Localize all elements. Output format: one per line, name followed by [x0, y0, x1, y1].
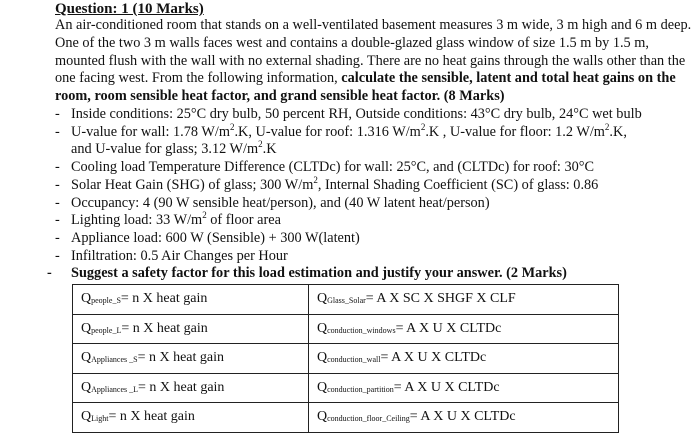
given-data-list [47, 106, 695, 283]
formula-symbol: Q [317, 379, 328, 395]
formula-symbol: Q [317, 320, 328, 336]
bullet-text: and U-value for glass; 3.12 W/m [71, 141, 259, 158]
bullet-solar-heat-gain [55, 177, 695, 195]
formula-expression: = n X heat gain [121, 320, 208, 336]
formula-subscript: people_L [91, 325, 122, 335]
superscript: 2 [229, 121, 235, 132]
bullet-text: of floor area [206, 212, 281, 229]
formula-symbol: Q [81, 409, 92, 425]
formula-expression: = A X U X CLTDc [393, 379, 500, 395]
bullet-dash: - [55, 229, 60, 246]
formula-cell [309, 285, 619, 315]
bullet-dash: - [55, 123, 60, 140]
bullet-dash: - [55, 247, 60, 264]
formula-cell [73, 344, 309, 374]
bullet-dash: - [55, 212, 60, 229]
bullet-text: Appliance load: 600 W (Sensible) + 300 W(latent) [71, 229, 360, 246]
bullet-dash: - [55, 106, 60, 122]
table-row [73, 314, 619, 344]
formula-expression: = A X U X CLTDc [380, 350, 487, 366]
formula-cell [309, 373, 619, 403]
formula-expression: = n X heat gain [137, 350, 224, 366]
bullet-text: Suggest a safety factor for this load estimation and justify your answer. (2 Marks) [71, 265, 567, 282]
superscript: 2 [202, 210, 207, 221]
table-row [73, 373, 619, 403]
bullet-dash: - [55, 159, 60, 176]
bullet-lighting-load [55, 212, 695, 230]
formula-expression: = n X heat gain [138, 379, 225, 395]
bullet-text: .K , U-value for floor: 1.2 W/m [425, 123, 605, 140]
formula-cell [73, 403, 309, 433]
bullet-text: .K [262, 141, 277, 158]
table-row [73, 344, 619, 374]
superscript: 2 [313, 175, 318, 186]
bullet-text: Inside conditions: 25°C dry bulb, 50 percent RH, Outside conditions: 43°C dry bulb, 24°C wet bulb [71, 106, 642, 122]
heat-gain-formula-table [72, 284, 619, 433]
bullet-appliance-load [55, 230, 695, 248]
bullet-safety-factor [47, 265, 695, 283]
formula-symbol: Q [81, 291, 92, 307]
bullet-text: Solar Heat Gain (SHG) of glass; 300 W/m [71, 176, 314, 193]
formula-expression: = n X heat gain [120, 291, 208, 307]
formula-symbol: Q [81, 379, 92, 395]
formula-symbol: Q [317, 291, 328, 307]
intro-text: An air-conditioned room that stands on a well-ventilated basement measures 3 m wide, 3 m high and 6 m deep. One of the two 3 m walls faces west and contains a double-glazed glass window of size 1.5 m by 1.5 m, mounted flush with the wall with no external shading. There are no heat gains through the walls other than the one facing west. From the following information, [55, 17, 692, 87]
superscript: 2 [258, 139, 263, 150]
formula-cell [309, 344, 619, 374]
formula-symbol: Q [81, 350, 92, 366]
question-intro [55, 17, 695, 106]
table-row [73, 285, 619, 315]
formula-expression: = n X heat gain [108, 409, 195, 425]
formula-subscript: conduction_floor_Ceiling [327, 414, 410, 424]
formula-cell [309, 314, 619, 344]
bullet-text: .K, [609, 123, 627, 140]
superscript: 2 [420, 121, 426, 132]
formula-symbol: Q [317, 409, 328, 425]
question-title: Question: 1 (10 Marks) [55, 1, 204, 17]
bullet-text: Infiltration: 0.5 Air Changes per Hour [71, 247, 288, 264]
bullet-occupancy [55, 195, 695, 213]
bullet-continuation [71, 141, 695, 159]
formula-subscript: conduction_windows [327, 325, 396, 335]
bullet-text: Lighting load: 33 W/m [71, 212, 203, 229]
formula-subscript: Glass_Solar [327, 296, 366, 306]
formula-expression: = A X U X CLTDc [395, 320, 502, 336]
formula-subscript: Appliances _S [91, 355, 138, 365]
formula-subscript: conduction_wall [327, 355, 381, 365]
table-row [73, 403, 619, 433]
formula-subscript: Light [91, 414, 109, 424]
bullet-text: Cooling load Temperature Difference (CLTDc) for wall: 25°C, and (CLTDc) for roof: 30°C [71, 159, 595, 176]
formula-cell [309, 403, 619, 433]
bullet-inside-conditions [55, 106, 695, 124]
formula-cell [73, 314, 309, 344]
superscript: 2 [604, 121, 610, 132]
formula-subscript: conduction_partition [327, 384, 394, 394]
formula-cell [73, 285, 309, 315]
formula-subscript: Appliances _L [91, 384, 138, 394]
formula-subscript: people_S [91, 296, 121, 306]
formula-cell [73, 373, 309, 403]
bullet-text: Occupancy: 4 (90 W sensible heat/person), and (40 W latent heat/person) [71, 194, 490, 211]
intro-task-bold: calculate the sensible, latent and total heat gains on the room, room sensible heat factor, and grand sensible heat factor. (8 Marks) [55, 70, 676, 105]
bullet-text: , Internal Shading Coefficient (SC) of glass: 0.86 [317, 176, 599, 193]
bullet-cltd [55, 159, 695, 177]
bullet-text: U-value for wall: 1.78 W/m [71, 123, 230, 140]
formula-expression: = A X U X CLTDc [409, 409, 516, 425]
formula-expression: = A X SC X SHGF X CLF [365, 291, 516, 307]
bullet-text: .K, U-value for roof: 1.316 W/m [234, 123, 421, 140]
bullet-dash: - [55, 194, 60, 211]
bullet-infiltration [55, 248, 695, 266]
formula-symbol: Q [317, 350, 328, 366]
formula-symbol: Q [81, 320, 92, 336]
bullet-dash: - [55, 176, 60, 193]
bullet-dash: - [47, 265, 52, 282]
bullet-u-values [55, 121, 695, 159]
